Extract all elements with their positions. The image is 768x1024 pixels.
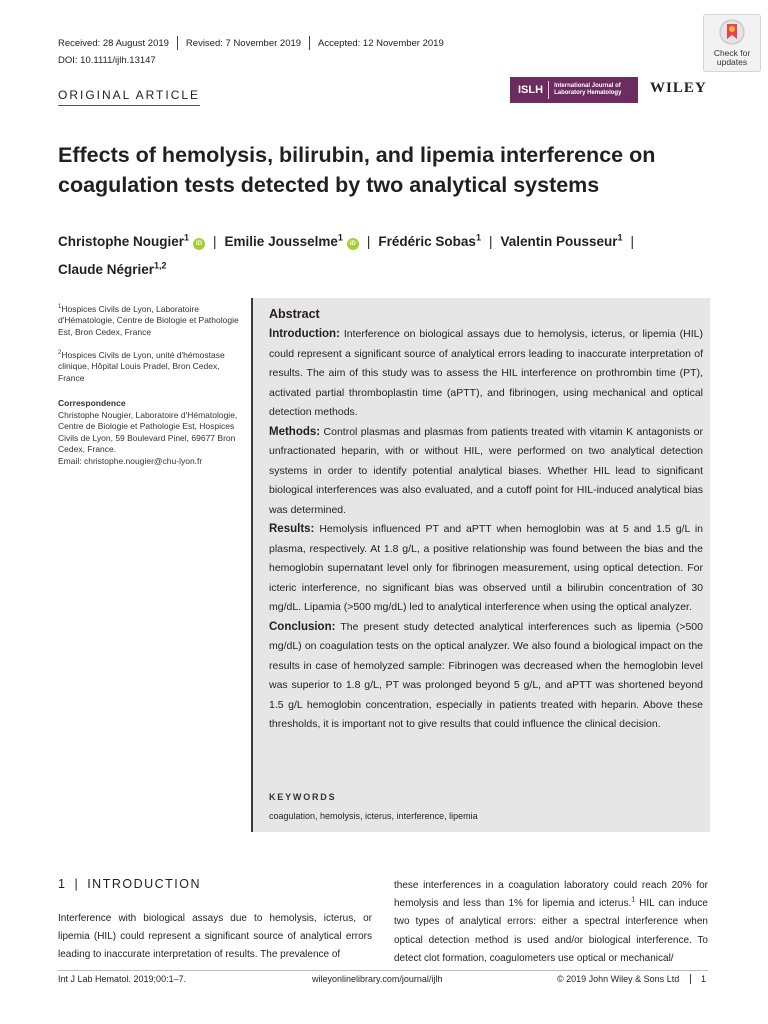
page-number: 1	[690, 974, 706, 984]
author[interactable]: Emilie Jousselme$^1$iD	[225, 234, 359, 249]
author-list: Christophe Nougier$^1$iD | Emilie Jousselme$^1$iD | Frédéric Sobas$^1$ | Valentin Pousseur$^1$ | Claude Négrier$^{1,2}$	[58, 232, 635, 277]
correspondence-email[interactable]: Email: christophe.nougier@chu-lyon.fr	[58, 455, 203, 466]
section-heading: 1 | INTRODUCTION	[58, 877, 202, 891]
history-dates	[58, 36, 444, 50]
abstract-box	[251, 298, 710, 832]
accepted-date: Accepted: 12 November 2019	[318, 37, 444, 49]
footer-copyright: © 2019 John Wiley & Sons Ltd	[557, 974, 680, 984]
article-title: Effects of hemolysis, bilirubin, and lipemia interference on coagulation tests detected by two analytical systems	[58, 143, 656, 197]
orcid-icon[interactable]: iD	[347, 238, 359, 250]
keywords: coagulation, hemolysis, icterus, interference, lipemia	[269, 811, 478, 821]
check-updates-line1: Check for	[713, 48, 751, 58]
affiliation-2: $^2$Hospices Civils de Lyon, unité d'hémostase clinique, Hôpital Louis Pradel, Bron Cedex, France	[58, 349, 225, 384]
abstract-methods: Methods: Control plasmas and plasmas from patients treated with vitamin K antagonists or unfractionated heparin, with or without HIL, were performed on two analytical detection systems in order to identify potential analytical biases. Whether HIL lead to significant biological interferences was also evaluated, and a cutoff point for HIL-induced analytical bias was determined.	[269, 425, 704, 516]
journal-logo-title: International Journal of Laboratory Hematology	[554, 83, 622, 96]
author[interactable]: Valentin Pousseur$^1$	[500, 232, 623, 249]
journal-logo[interactable]	[510, 77, 638, 103]
revised-date: Revised: 7 November 2019	[185, 37, 302, 49]
body-column-right: these interferences in a coagulation laboratory could reach 20% for hemolysis and less than 1% for lipemia and icterus.$^1$ HIL can induce two types of analytical errors: either a spectral interference when optical detection method is used and/or biological interference. To detect clot formation, coagulometers use optical or mechanical/	[394, 880, 708, 964]
check-for-updates-badge[interactable]	[703, 14, 761, 72]
footer-divider	[58, 970, 708, 971]
abstract-conclusion: Conclusion: The present study detected analytical interferences such as lipemia (>500 mg/dL) on coagulation tests on the optical analyzer. We also found a biological impact on the results in case of hemolyzed sample: Fibrinogen was decreased when the hemoglobin level was superior to 1.8 g/L, PT was prolonged beyond 5 g/L, and aPTT was shortened beyond 1.5 g/L hemoglobin concentration, especially in patients treated with heparin. Above these thresholds, it is important not to give results that could influence the clinical decision.	[269, 620, 703, 730]
abstract-results: Results: Hemolysis influenced PT and aPTT when hemoglobin was at 5 and 1.5 g/L in plasma, respectively. At 1.8 g/L, a positive relationship was found between the bias and the hemoglobin supernatant level only for fibrinogen measurement, using optical detection. For icteric interference, no significant bias was observed until a bilirubin concentration of 30 mg/dL. Lipamia (>500 mg/dL) led to analytical interference when using the optical analyzer.	[269, 523, 703, 613]
footer-url[interactable]: wileyonlinelibrary.com/journal/ijlh	[312, 974, 443, 984]
author[interactable]: Frédéric Sobas$^1$	[378, 232, 481, 249]
received-date: Received: 28 August 2019	[58, 37, 169, 49]
footer-citation: Int J Lab Hematol. 2019;00:1–7.	[58, 974, 187, 984]
journal-logo-abbr: ISLH	[510, 81, 549, 99]
abstract-introduction: Introduction: Interference on biological assays due to hemolysis, icterus, or lipemia (HIL) could represent a significant source of analytical errors leading to inaccurate interpretation of results. The aim of this study was to assess the HIL interference on prothrombin time (PT), activated partial thromboplastin time (aPTT), and fibrinogen, using mechanical and optical detection methods.	[269, 328, 703, 418]
correspondence	[58, 398, 248, 468]
body-column-left: Interference with biological assays due to hemolysis, icterus, or lipemia (HIL) could represent a significant source of analytical errors leading to inaccurate interpretation of results. The prevalence of	[58, 913, 372, 961]
article-type: ORIGINAL ARTICLE	[58, 88, 201, 102]
orcid-icon[interactable]: iD	[193, 238, 205, 250]
keywords-heading: KEYWORDS	[269, 792, 337, 802]
correspondence-address: Christophe Nougier, Laboratoire d'Hématologie, Centre de Biologie et Pathologie Est, Hospices Civils de Lyon, 59 Boulevard Pinel, 69677 Bron Cedex, France.	[58, 409, 238, 455]
check-updates-line2: updates	[716, 57, 748, 67]
bookmark-icon	[718, 18, 746, 46]
citation-ref[interactable]: 1	[631, 896, 636, 904]
author[interactable]: Christophe Nougier$^1$iD	[58, 234, 205, 249]
publisher-logo[interactable]: WILEY	[650, 80, 707, 96]
correspondence-title: Correspondence	[58, 398, 126, 408]
author[interactable]: Claude Négrier$^{1,2}$	[58, 260, 167, 277]
affiliation-1: $^1$Hospices Civils de Lyon, Laboratoire d'Hématologie, Centre de Biologie et Pathologie Est, Bron Cedex, France	[58, 303, 239, 338]
abstract-heading: Abstract	[269, 307, 320, 321]
doi[interactable]: DOI: 10.1111/ijlh.13147	[58, 55, 156, 66]
